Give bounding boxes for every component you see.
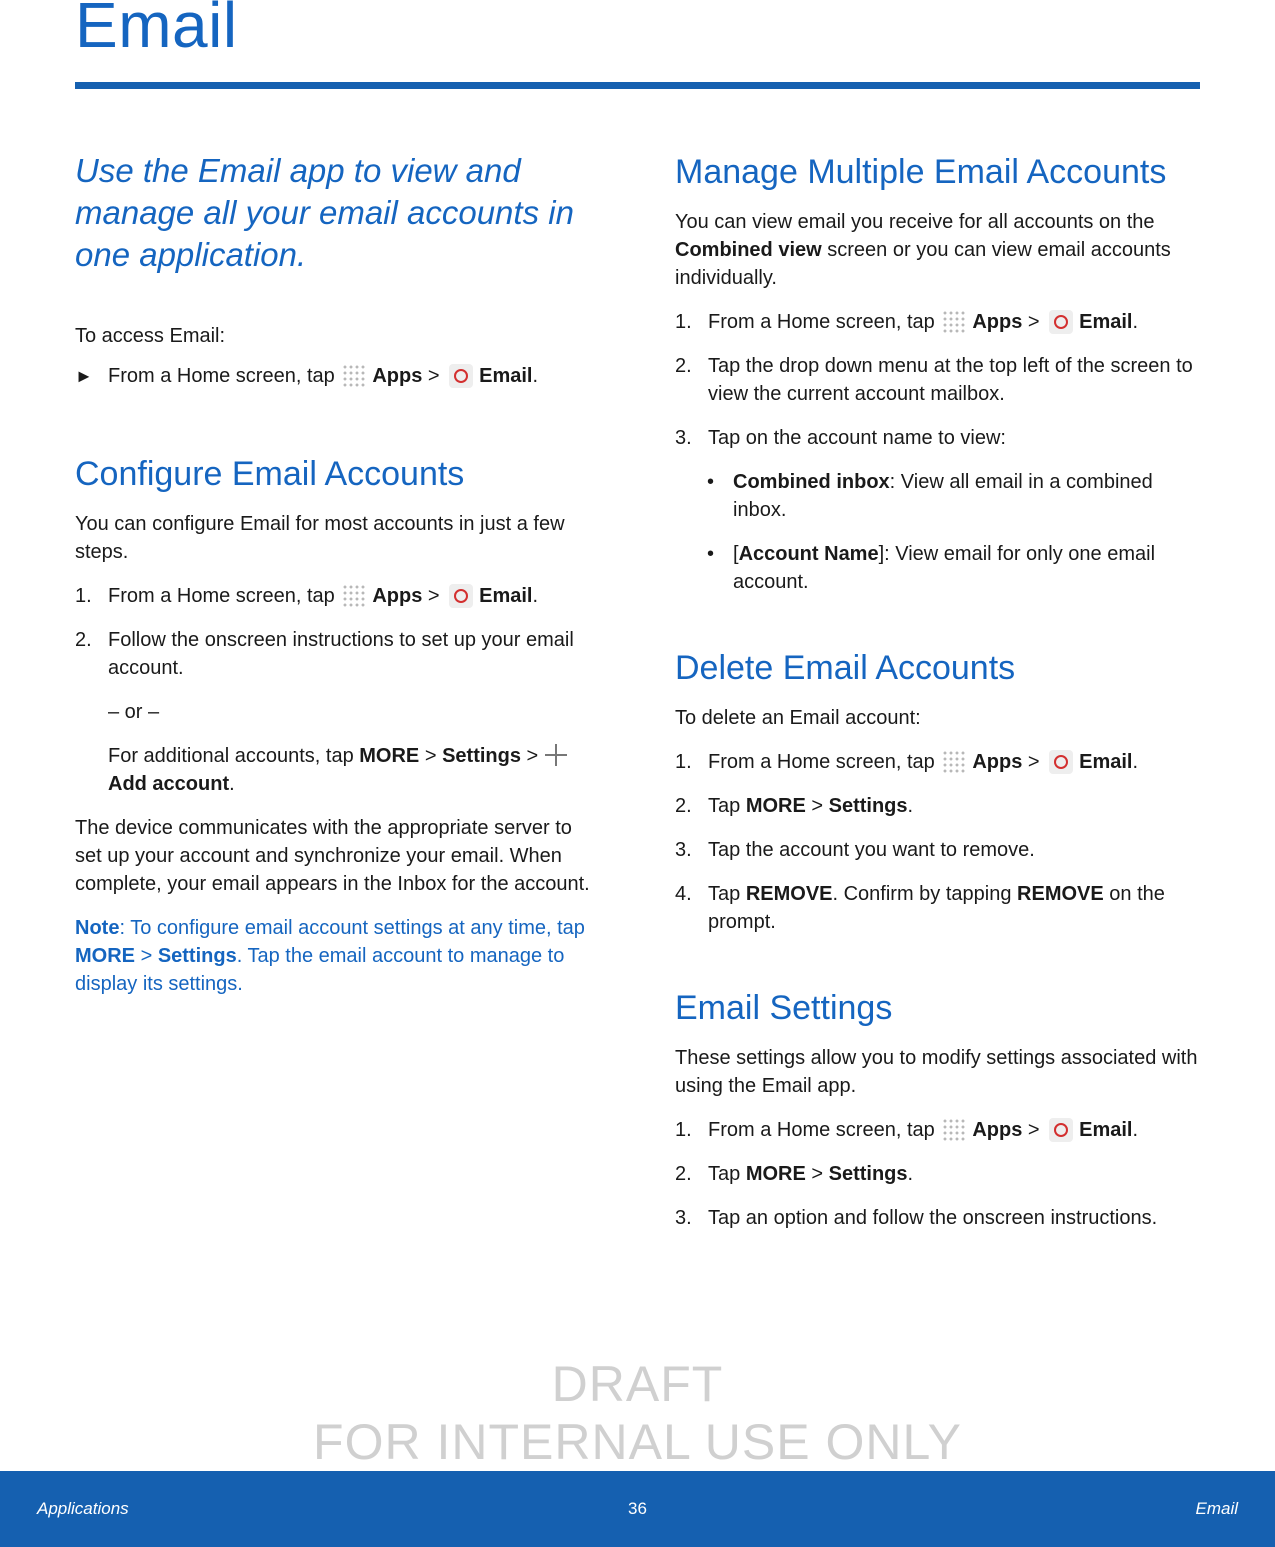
title-rule [75, 82, 1200, 89]
or-separator: – or – [108, 701, 160, 723]
delete-section [675, 646, 1203, 936]
settings-heading: Email Settings [675, 989, 893, 1027]
access-step: ► From a Home screen, tap Apps > Email. [75, 362, 595, 390]
apps-icon [342, 364, 366, 388]
email-icon [449, 584, 473, 608]
settings-desc: These settings allow you to modify settings associated with using the Email app. [675, 1047, 1198, 1097]
left-column [75, 150, 595, 1048]
manage-heading: Manage Multiple Email Accounts [675, 153, 1167, 191]
manage-section [675, 150, 1203, 596]
configure-step-2: 2. Follow the onscreen instructions to set up your email account. [75, 629, 574, 679]
right-column [675, 150, 1203, 1282]
access-label: To access Email: [75, 325, 226, 347]
footer-chapter: Email [1195, 1499, 1238, 1518]
settings-step-3: 3. Tap an option and follow the onscreen instructions. [675, 1207, 1158, 1229]
email-icon [1049, 1118, 1073, 1142]
manage-step-1: 1. From a Home screen, tap Apps > Email. [675, 311, 1139, 333]
footer [0, 1471, 1275, 1547]
manage-desc: You can view email you receive for all accounts on the Combined view screen or you can view email accounts individually. [675, 211, 1171, 289]
delete-step-3: 3. Tap the account you want to remove. [675, 839, 1035, 861]
note: Note: To configure email account settings at any time, tap MORE > Settings. Tap the email account to manage to display its settings. [75, 917, 585, 995]
apps-icon [342, 584, 366, 608]
email-icon [1049, 310, 1073, 334]
arrow-icon: ► [75, 366, 93, 386]
configure-section [75, 452, 595, 998]
apps-icon [942, 310, 966, 334]
delete-step-4: 4. Tap REMOVE. Confirm by tapping REMOVE on the prompt. [675, 883, 1165, 933]
apps-icon [942, 1118, 966, 1142]
watermark-internal: FOR INTERNAL USE ONLY [313, 1414, 962, 1470]
delete-step-1: 1. From a Home screen, tap Apps > Email. [675, 751, 1139, 773]
additional-accounts: For additional accounts, tap MORE > Settings > Add account. [75, 742, 595, 798]
bullet-combined-inbox: • Combined inbox: View all email in a combined inbox. [707, 471, 1153, 521]
watermark-draft: DRAFT [551, 1356, 724, 1412]
manage-step-2: 2. Tap the drop down menu at the top left of the screen to view the current account mailbox. [675, 355, 1193, 405]
bullet-account-name: • [Account Name]: View email for only one email account. [707, 543, 1156, 593]
delete-desc: To delete an Email account: [675, 707, 921, 729]
settings-step-2: 2. Tap MORE > Settings. [675, 1163, 914, 1185]
configure-desc: You can configure Email for most accounts in just a few steps. [75, 513, 565, 563]
delete-heading: Delete Email Accounts [675, 649, 1016, 687]
email-icon [1049, 750, 1073, 774]
settings-section [675, 986, 1203, 1232]
delete-step-2: 2. Tap MORE > Settings. [675, 795, 914, 817]
email-icon [449, 364, 473, 388]
plus-icon [544, 743, 568, 767]
configure-body: The device communicates with the appropriate server to set up your account and synchronize your email. When complete, your email appears in the Inbox for the account. [75, 817, 590, 895]
apps-icon [942, 750, 966, 774]
intro-text: Use the Email app to view and manage all your email accounts in one application. [75, 152, 574, 273]
configure-step-1: 1. From a Home screen, tap Apps > Email. [75, 585, 539, 607]
page-number: 36 [628, 1499, 647, 1518]
configure-heading: Configure Email Accounts [75, 455, 465, 493]
manage-step-3: 3. Tap on the account name to view: [675, 427, 1006, 449]
footer-section: Applications [37, 1499, 129, 1518]
settings-step-1: 1. From a Home screen, tap Apps > Email. [675, 1119, 1139, 1141]
page-title: Email [75, 0, 238, 61]
